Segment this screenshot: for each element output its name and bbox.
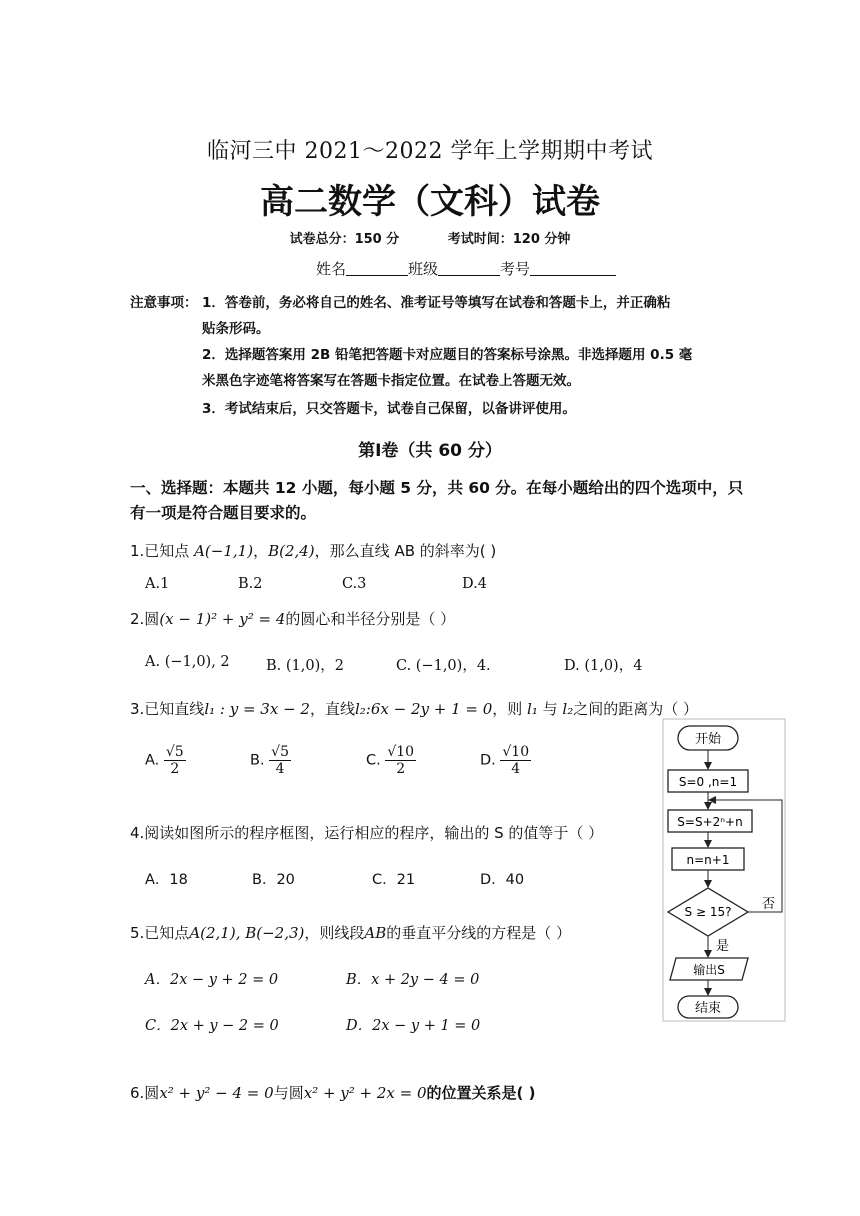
q3-option-b-label: B. — [250, 752, 265, 769]
q2-option-b: B. (1,0)，2 — [266, 658, 344, 674]
q1-option-a: A.1 — [145, 576, 170, 592]
q3-option-b — [250, 744, 291, 777]
q5-stem: 5.已知点 — [130, 924, 190, 942]
notice-item-1b: 贴条形码。 — [202, 321, 270, 337]
q1-point-b: B(2,4) — [268, 542, 315, 560]
q3-d-denominator: 4 — [511, 761, 521, 777]
yes-label: 是 — [716, 939, 730, 954]
question-4: 4.阅读如图所示的程序框图，运行相应的程序，输出的 S 的值等于（ ） — [130, 824, 604, 842]
q3-a-numerator: √5 — [165, 744, 184, 760]
increment-label: n=n+1 — [686, 853, 730, 867]
question-3 — [130, 698, 698, 719]
q6-stem: 6.圆 — [130, 1084, 160, 1102]
q2-stem-end: 的圆心和半径分别是（ ） — [285, 610, 456, 628]
no-label: 否 — [762, 897, 776, 912]
q6-stem-mid: 与圆 — [273, 1084, 304, 1102]
q3-l1-symbol: l₁ — [527, 700, 538, 718]
q1-point-a: A(−1,1) — [194, 542, 254, 560]
q5-option-b: B．x + 2y − 4 = 0 — [346, 972, 480, 988]
q3-line-1: l₁ : y = 3x − 2 — [204, 700, 310, 718]
q5-stem-mid: ，则线段 — [304, 924, 365, 942]
q3-stem-end: 之间的距离为（ ） — [573, 700, 698, 718]
q5-option-a: A．2x − y + 2 = 0 — [145, 972, 279, 988]
q4-option-c: C．21 — [372, 872, 416, 888]
q3-option-c-fraction — [385, 744, 416, 777]
question-2 — [130, 608, 455, 629]
notice-item-3: 3．考试结束后，只交答题卡，试卷自己保留，以备讲评使用。 — [202, 401, 576, 417]
q3-option-a-label: A. — [145, 752, 160, 769]
q2-option-d: D. (1,0)，4 — [564, 658, 643, 674]
exam-title-line1: 临河三中 2021～2022 学年上学期期中考试 — [207, 139, 653, 164]
q2-stem: 2.圆 — [130, 610, 160, 628]
output-label: 输出S — [693, 963, 725, 977]
student-info-fields — [316, 258, 616, 279]
q3-option-d-fraction — [500, 744, 531, 777]
q3-stem-mid: ，直线 — [309, 700, 355, 718]
q5-option-c: C．2x + y − 2 = 0 — [145, 1018, 279, 1034]
q2-option-a: A. (−1,0), 2 — [145, 654, 230, 670]
notice-label: 注意事项： — [130, 295, 198, 311]
q1-option-b: B.2 — [238, 576, 263, 592]
class-blank[interactable] — [438, 261, 500, 276]
class-label: 班级 — [408, 260, 439, 278]
q2-option-c: C. (−1,0)，4. — [396, 658, 491, 674]
notice-item-2b: 米黑色字迹笔将答案写在答题卡指定位置。在试卷上答题无效。 — [202, 373, 580, 389]
start-label: 开始 — [694, 732, 722, 747]
q3-option-a-fraction — [164, 744, 186, 777]
q3-b-numerator: √5 — [271, 744, 289, 760]
q3-d-numerator: √10 — [502, 744, 530, 760]
q4-option-a: A．18 — [145, 872, 188, 888]
name-blank[interactable] — [346, 261, 408, 276]
question-5 — [130, 922, 571, 943]
q1-option-d: D.4 — [462, 576, 487, 592]
q3-c-numerator: √10 — [387, 744, 415, 760]
notice-item-1a: 1．答卷前，务必将自己的姓名、准考证号等填写在试卷和答题卡上，并正确粘 — [202, 295, 671, 311]
q2-equation: (x − 1)² + y² = 4 — [159, 610, 286, 628]
q3-c-denominator: 2 — [396, 761, 406, 777]
q3-stem: 3.已知直线 — [130, 700, 205, 718]
name-label: 姓名 — [316, 260, 347, 278]
q4-option-d: D．40 — [480, 872, 525, 888]
q4-option-b: B．20 — [252, 872, 295, 888]
q3-stem-then: ，则 — [492, 700, 528, 718]
program-flowchart — [662, 718, 786, 1022]
q5-points: A(2,1), B(−2,3) — [189, 924, 305, 942]
q1-stem-end: ，那么直线 AB 的斜率为( ) — [314, 542, 497, 560]
exam-meta — [0, 228, 860, 247]
q5-stem-end: 的垂直平分线的方程是（ ） — [386, 924, 572, 942]
q3-b-denominator: 4 — [275, 761, 285, 777]
number-label: 考号 — [500, 260, 531, 278]
q3-l2-symbol: l₂ — [562, 700, 574, 718]
init-label: S=0 ,n=1 — [678, 775, 738, 789]
notice-item-2a: 2．选择题答案用 2B 铅笔把答题卡对应题目的答案标号涂黑。非选择题用 0.5 毫 — [202, 347, 693, 363]
question-6 — [130, 1082, 535, 1103]
q1-option-c: C.3 — [342, 576, 367, 592]
q3-option-a — [145, 744, 186, 777]
q1-separator: ， — [253, 542, 269, 560]
q3-option-c — [366, 744, 416, 777]
question-1 — [130, 540, 496, 561]
q1-stem: 1.已知点 — [130, 542, 195, 560]
q6-stem-end: 的位置关系是( ) — [426, 1084, 536, 1102]
section-heading: 一、选择题：本题共 12 小题，每小题 5 分，共 60 分。在每小题给出的四个选项中，只有一项是符合题目要求的。 — [130, 479, 744, 522]
end-label: 结束 — [694, 1001, 722, 1016]
q6-circle-2: x² + y² + 2x = 0 — [303, 1084, 427, 1102]
q6-circle-1: x² + y² − 4 = 0 — [159, 1084, 274, 1102]
q3-a-denominator: 2 — [170, 761, 180, 777]
q3-option-b-fraction — [269, 744, 291, 777]
q3-option-d-label: D. — [480, 752, 496, 769]
number-blank[interactable] — [530, 261, 616, 276]
q3-option-d — [480, 744, 531, 777]
exam-time: 考试时间：120 分钟 — [447, 232, 571, 247]
condition-label: S ≥ 15? — [684, 905, 732, 919]
part-title: 第Ⅰ卷（共 60 分） — [358, 441, 502, 461]
q3-option-c-label: C. — [366, 752, 381, 769]
total-score: 试卷总分：150 分 — [289, 232, 400, 247]
q5-segment: AB — [364, 924, 387, 942]
q3-line-2: l₂:6x − 2y + 1 = 0 — [354, 700, 493, 718]
q5-option-d: D．2x − y + 1 = 0 — [346, 1018, 481, 1034]
update-label: S=S+2ⁿ+n — [677, 815, 743, 829]
exam-title-line2: 高二数学（文科）试卷 — [260, 182, 600, 222]
q3-and: 与 — [537, 700, 563, 718]
